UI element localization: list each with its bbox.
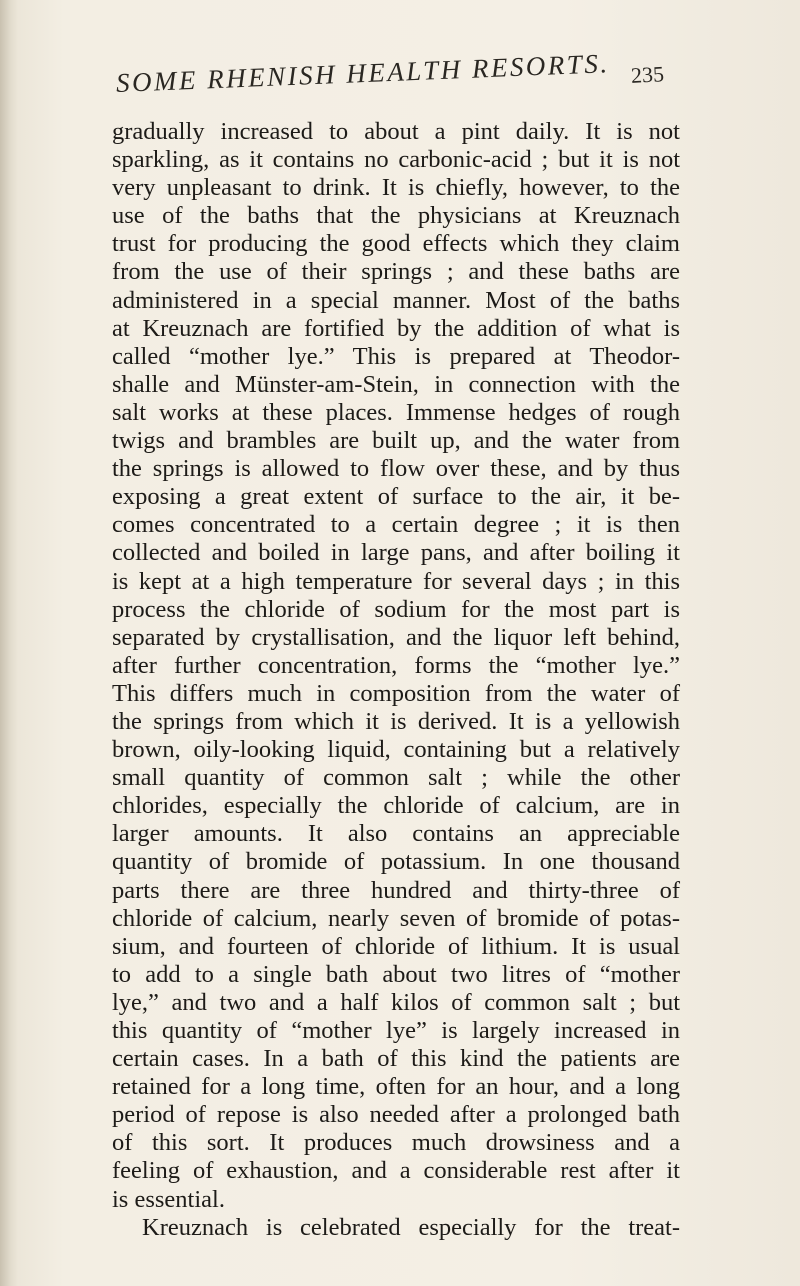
text-line: called “mother lye.” This is prepared at Theodor- xyxy=(112,342,680,370)
text-line: larger amounts. It also contains an appreciable xyxy=(112,820,680,848)
text-line: small quantity of common salt ; while the other xyxy=(112,764,680,792)
text-line: to add to a single bath about two litres of “mother xyxy=(112,960,680,988)
text-line: very unpleasant to drink. It is chiefly, however, to the xyxy=(112,174,680,202)
text-line: salt works at these places. Immense hedges of rough xyxy=(112,398,680,426)
text-line: collected and boiled in large pans, and after boiling it xyxy=(112,539,680,567)
text-line: from the use of their springs ; and these baths are xyxy=(112,258,680,286)
text-line: retained for a long time, often for an hour, and a long xyxy=(112,1073,680,1101)
text-line: trust for producing the good effects which they claim xyxy=(112,230,680,258)
text-line: sparkling, as it contains no carbonic-acid ; but it is not xyxy=(112,146,680,174)
text-line: of this sort. It produces much drowsiness and a xyxy=(112,1129,680,1157)
text-line: is kept at a high temperature for several days ; in this xyxy=(112,567,680,595)
text-line: separated by crystallisation, and the liquor left behind, xyxy=(112,623,680,651)
text-line: gradually increased to about a pint daily. It is not xyxy=(112,118,680,145)
text-line: the springs is allowed to flow over these, and by thus xyxy=(112,455,680,483)
text-line: chloride of calcium, nearly seven of bromide of potas- xyxy=(112,904,680,932)
text-line: use of the baths that the physicians at Kreuznach xyxy=(112,202,680,230)
text-line: parts there are three hundred and thirty-three of xyxy=(112,876,680,904)
text-line: administered in a special manner. Most of the baths xyxy=(112,286,680,314)
text-line: brown, oily-looking liquid, containing but a relatively xyxy=(112,736,680,764)
text-line: lye,” and two and a half kilos of common salt ; but xyxy=(112,988,680,1016)
text-line-paragraph-end: is essential. xyxy=(112,1185,225,1213)
running-title: SOME RHENISH HEALTH RESORTS. xyxy=(115,48,611,98)
text-line: comes concentrated to a certain degree ; it is then xyxy=(112,511,680,539)
text-line: exposing a great extent of surface to the air, it be- xyxy=(112,483,680,511)
binding-edge xyxy=(0,0,18,1286)
text-line: chlorides, especially the chloride of calcium, are in xyxy=(112,792,680,820)
text-line: the springs from which it is derived. It is a yellowish xyxy=(112,707,680,735)
running-head xyxy=(112,48,672,102)
text-line: This differs much in composition from the water of xyxy=(112,679,680,707)
body-text xyxy=(112,118,680,1242)
text-line: shalle and Münster-am-Stein, in connection with the xyxy=(112,370,680,398)
page-number: 235 xyxy=(630,61,665,88)
text-line: this quantity of “mother lye” is largely increased in xyxy=(112,1017,680,1044)
text-line: process the chloride of sodium for the most part is xyxy=(112,595,680,623)
text-line: after further concentration, forms the “mother lye.” xyxy=(112,651,680,679)
text-line: feeling of exhaustion, and a considerable rest after it xyxy=(112,1157,680,1185)
text-line: sium, and fourteen of chloride of lithium. It is usual xyxy=(112,932,680,960)
text-line: twigs and brambles are built up, and the water from xyxy=(112,427,680,455)
text-line-paragraph-start: Kreuznach is celebrated especially for the treat- xyxy=(142,1213,680,1241)
text-line: quantity of bromide of potassium. In one thousand xyxy=(112,848,680,876)
text-line: certain cases. In a bath of this kind the patients are xyxy=(112,1045,680,1073)
text-line: at Kreuznach are fortified by the addition of what is xyxy=(112,314,680,342)
text-line: period of repose is also needed after a prolonged bath xyxy=(112,1101,680,1129)
